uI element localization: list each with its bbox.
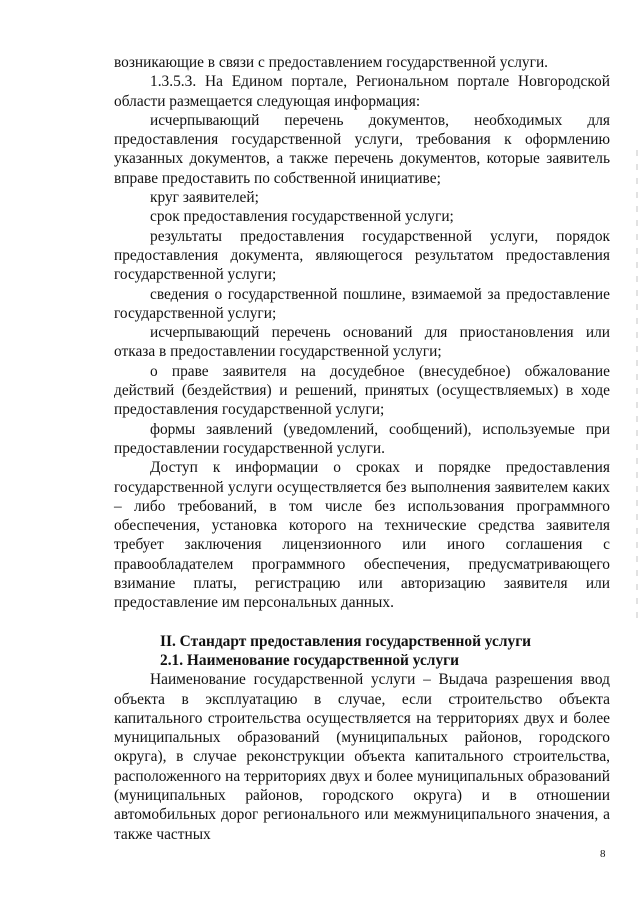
spacer — [114, 613, 610, 632]
paragraph-9: формы заявлений (уведомлений, сообщений), используемые при предоставлении государственной услуги. — [114, 420, 610, 457]
page-number: 8 — [600, 848, 606, 860]
document-body — [114, 53, 610, 844]
paragraph-1: 1.3.5.3. На Едином портале, Региональном портале Новгородской области размещается следующая информация: — [114, 73, 610, 110]
section-heading: II. Стандарт предоставления государственной услуги — [160, 632, 532, 650]
paragraph-3: круг заявителей; — [150, 189, 259, 207]
paragraph-0: возникающие в связи с предоставлением государственной услуги. — [114, 54, 549, 71]
paragraph-5: результаты предоставления государственной услуги, порядок предоставления документа, являющегося результатом предоставления государственной услуги; — [114, 227, 610, 284]
paragraph-4: срок предоставления государственной услуги; — [150, 208, 454, 226]
scan-edge-marks — [636, 150, 638, 620]
paragraph-2: исчерпывающий перечень документов, необходимых для предоставления государственной услуги, требования к оформлению указанных документов, а также перечень документов, которые заявитель вправе предоставить по собственной инициативе; — [114, 111, 610, 187]
paragraph-8: о праве заявителя на досудебное (внесудебное) обжалование действий (бездействия) и решений, принятых (осуществляемых) в ходе предоставления государственной услуги; — [114, 362, 610, 419]
paragraph-6: сведения о государственной пошлине, взимаемой за предоставление государственной услуги; — [114, 285, 610, 322]
paragraph-7: исчерпывающий перечень оснований для приостановления или отказа в предоставлении государственной услуги; — [114, 324, 610, 361]
paragraph-10: Доступ к информации о сроках и порядке предоставления государственной услуги осуществляется без выполнения заявителем каких – либо требований, в том числе без использования программного обеспечения, установка которого на технические средства заявителя требует заключения лицензионного или иного соглашения с правообладателем программного обеспечения, предусматривающего взимание платы, регистрацию или авторизацию заявителя или предоставление им персональных данных. — [114, 459, 610, 612]
final-paragraph: Наименование государственной услуги – Выдача разрешения ввод объекта в эксплуатацию в случае, если строительство объекта капитального строительства осуществляется на территориях двух и более муниципальных образований (муниципальных районов, городского округа), в случае реконструкции объекта капитального строительства, расположенного на территориях двух и более муниципальных образований (муниципальных районов, городского округа) и в отношении автомобильных дорог регионального или межмуниципального значения, а также частных — [114, 671, 610, 843]
subsection-heading: 2.1. Наименование государственной услуги — [160, 651, 459, 669]
